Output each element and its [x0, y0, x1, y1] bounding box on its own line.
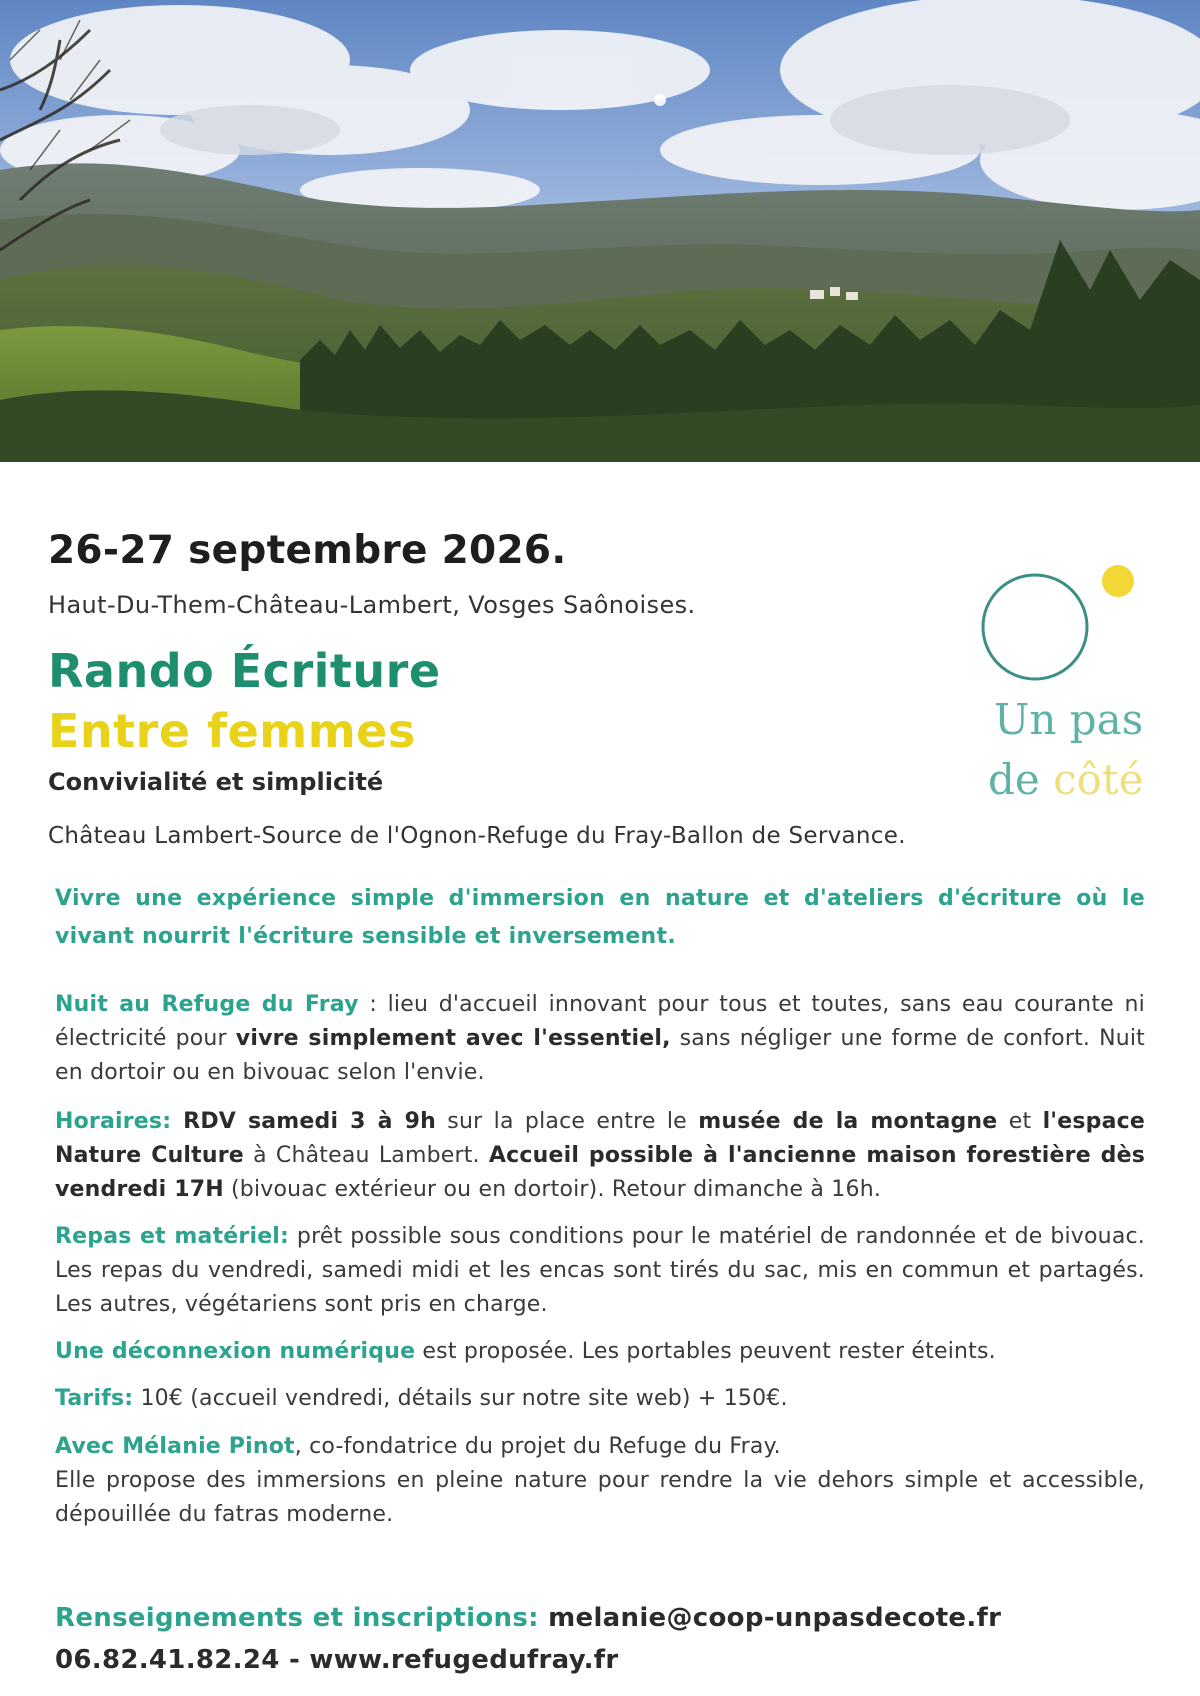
section-nuit-text-b: sans négliger une forme de confort. Nuit en dortoir ou en bivouac selon l'envie. — [55, 1026, 1146, 1085]
event-place: Haut-Du-Them-Château-Lambert, Vosges Saônoises. — [48, 591, 696, 619]
logo-text-de: de — [988, 755, 1040, 804]
section-avec-text2: Elle propose des immersions en pleine nature pour rendre la vie dehors simple et accessible, dépouillée du fatras moderne. — [55, 1468, 1145, 1527]
section-avec — [55, 1430, 1145, 1532]
section-tarifs-text: 10€ (accueil vendredi, détails sur notre site web) + 150€. — [133, 1386, 788, 1411]
section-deconnexion-text: est proposée. Les portables peuvent rester éteints. — [415, 1339, 996, 1364]
section-repas — [55, 1220, 1145, 1322]
horaires-t3: à Château Lambert. — [243, 1143, 489, 1168]
horaires-rdv: RDV samedi 3 à 9h — [171, 1109, 437, 1134]
horaires-espace: l'espace Nature Culture — [55, 1109, 1146, 1168]
section-deconnexion — [55, 1335, 1145, 1369]
intro-paragraph: Vivre une expérience simple d'immersion en nature et d'ateliers d'écriture où le vivant nourrit l'écriture sensible et inversement. — [55, 886, 1145, 949]
section-horaires-label: Horaires: — [55, 1109, 172, 1134]
event-title-sub: Entre femmes — [48, 704, 416, 758]
section-tarifs — [55, 1382, 1145, 1416]
section-nuit-label: Nuit au Refuge du Fray — [55, 992, 359, 1017]
section-deconnexion-label: Une déconnexion numérique — [55, 1339, 416, 1364]
logo-text-line1: Un pas — [994, 695, 1144, 744]
event-title: Rando Écriture — [48, 644, 441, 698]
horaires-t4: (bivouac extérieur ou en dortoir). Retour dimanche à 16h. — [223, 1177, 882, 1202]
contact-label: Renseignements et inscriptions: — [55, 1603, 539, 1633]
horaires-musee: musée de la montagne — [698, 1109, 998, 1134]
contact-line — [55, 1603, 1001, 1633]
event-route: Château Lambert-Source de l'Ognon-Refuge du Fray-Ballon de Servance. — [48, 823, 906, 849]
horaires-t2: et — [997, 1109, 1043, 1134]
logo-text-cote: côté — [1053, 755, 1144, 804]
hero-landscape-photo — [0, 0, 1200, 462]
event-subtitle: Convivialité et simplicité — [48, 768, 384, 796]
section-avec-label: Avec Mélanie Pinot — [55, 1434, 295, 1459]
event-date: 26-27 septembre 2026. — [48, 528, 567, 573]
section-horaires — [55, 1105, 1145, 1207]
section-repas-text: prêt possible sous conditions pour le matériel de randonnée et de bivouac. Les repas du vendredi, samedi midi et les encas sont tirés du sac, mis en commun et partagés. Les autres, végétariens sont pris en charge. — [55, 1224, 1145, 1317]
section-nuit-text-a: : lieu d'accueil innovant pour tous et toutes, sans eau courante ni électricité pour — [55, 992, 1145, 1051]
section-repas-label: Repas et matériel: — [55, 1224, 290, 1249]
section-nuit — [55, 988, 1145, 1090]
section-tarifs-label: Tarifs: — [55, 1386, 134, 1411]
section-avec-text1: , co-fondatrice du projet du Refuge du Fray. — [294, 1434, 781, 1459]
contact-phone-web[interactable]: 06.82.41.82.24 - www.refugedufray.fr — [55, 1645, 619, 1675]
horaires-accueil: Accueil possible à l'ancienne maison forestière dès vendredi 17H — [55, 1143, 1145, 1202]
logo-text-line2 — [988, 755, 1144, 804]
section-nuit-bold: vivre simplement avec l'essentiel, — [235, 1026, 671, 1051]
contact-email[interactable]: melanie@coop-unpasdecote.fr — [538, 1603, 1002, 1633]
un-pas-de-cote-logo — [970, 555, 1170, 805]
horaires-t1: sur la place entre le — [436, 1109, 699, 1134]
